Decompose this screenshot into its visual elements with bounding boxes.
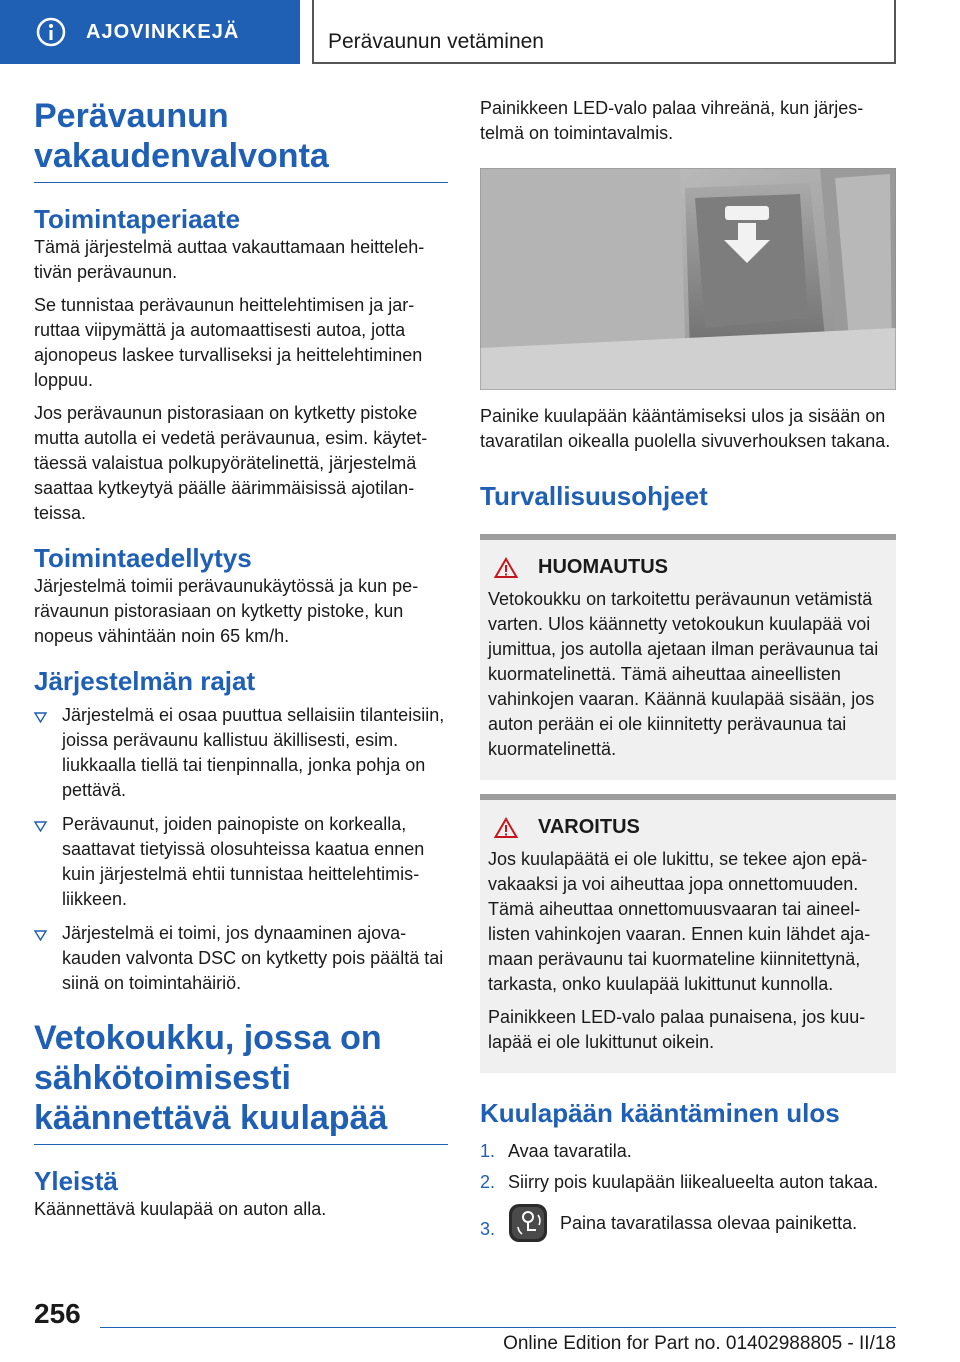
info-icon [36,17,66,47]
steps-list [480,1139,896,1243]
notice-box [480,534,896,780]
photo-caption: Painike kuulapään kääntämiseksi ulos ja sisään on tavaratilan oikealla puolella sivuverhouksen takana. [480,406,891,451]
step-text: Siirry pois kuulapään liikealueelta auton takaa. [508,1172,879,1192]
paragraph: Painikkeen LED-valo palaa vihreänä, kun järjestelmä on toimintavalmis. [480,98,864,143]
step-number: 2. [480,1172,496,1192]
paragraph: Käännettävä kuulapää on auton alla. [34,1199,327,1219]
list-item-text: Perävaunut, joiden painopiste on korkealla, saattavat tietyissä olosuhteissa kaatua ennen kuin järjestelmä ehtii tunnistaa heittelehtimisliikkeen. [62,814,425,909]
paragraph: Järjestelmä toimii perävaunukäytössä ja kun perävaunun pistorasiaan on kytketty pistoke, kun nopeus vähintään noin 65 km/h. [34,576,419,646]
heading-steps: Kuulapään kääntäminen ulos [480,1098,840,1128]
paragraph: Tämä järjestelmä auttaa vakauttamaan heittelehtivän perävaunun. [34,237,425,282]
left-column [34,96,448,1222]
footer-divider [100,1327,896,1328]
triangle-bullet-icon [34,930,47,941]
heading-principle: Toimintaperiaate [34,204,241,234]
notice-title: HUOMAUTUS [538,556,668,578]
paragraph: Jos perävaunun pistorasiaan on kytketty pistoke mutta autolla ei vedetä perävaunua, esim. käytettäessä valaistua polkupyörätelinettä, järjestelmä saattaa kytkeytyä päälle äärimmäisissä ajotilanteissa. [34,403,428,523]
page-topic-box [312,0,896,64]
step-number: 3. [480,1219,496,1239]
list-item [34,703,448,803]
warning-text: Painikkeen LED-valo palaa punaisena, jos kuulapää ei ole lukittunut oikein. [488,1007,866,1052]
section-label: AJOVINKKEJÄ [86,20,240,43]
heading-conditions: Toimintaedellytys [34,543,252,573]
list-item [34,812,448,912]
right-column [480,96,896,1243]
page-topic: Perävaunun vetäminen [328,30,544,53]
step-item [480,1203,896,1243]
notice-text: Vetokoukku on tarkoitettu perävaunun vetämistä varten. Ulos käännetty vetokoukun kuulapää voi jumittua, jos autolla ajetaan ilman perävaunua tai kuormatelinettä. Tämä aiheuttaa aineellisten vahinkojen vaaran. Käännä kuulapää sisään, jos auton perään ei ole kiinnitetty perävaunua tai kuormatelinettä. [488,589,879,759]
list-item-text: Järjestelmä ei osaa puuttua sellaisiin tilanteisiin, joissa perävaunu kallistuu äkillisesti, esim. liukkaalla tiellä tai tienpinnalla, jonka pohja on pettävä. [62,705,445,800]
trunk-button-photo [480,168,896,390]
section-title-towbar: Vetokoukku, jossa on sähkötoimisesti käännettävä kuulapää [34,1018,448,1145]
step-item [480,1139,896,1164]
edition-text: Online Edition for Part no. 01402988805 - II/18 [503,1333,896,1354]
heading-limits: Järjestelmän rajat [34,666,256,696]
page-number: 256 [34,1298,81,1329]
step-item [480,1170,896,1195]
towbar-button-icon [508,1203,548,1243]
triangle-bullet-icon [34,712,47,723]
warning-box [480,794,896,1073]
step-number: 1. [480,1141,496,1161]
limits-list [34,703,448,996]
list-item-text: Järjestelmä ei toimi, jos dynaaminen ajovakauden valvonta DSC on kytketty pois päältä tai siinä on toimintahäiriö. [62,923,444,993]
triangle-bullet-icon [34,821,47,832]
step-text: Avaa tavaratila. [508,1141,632,1161]
list-item [34,921,448,996]
warning-triangle-icon [494,557,518,579]
step-text: Paina tavaratilassa olevaa painiketta. [560,1212,858,1233]
section-tab[interactable] [0,0,300,64]
warning-triangle-icon [494,817,518,839]
warning-text: Jos kuulapäätä ei ole lukittu, se tekee ajon epävakaaksi ja voi aiheuttaa jopa onnettomuuden. Tämä aiheuttaa onnettomuusvaaran tai aineellisten vahinkojen vaaran. Ennen kuin lähdet ajamaan perävaunu tai kuormateline kiinnitettynä, tarkasta, onko kuulapää lukittunut kunnolla. [488,849,871,994]
paragraph: Se tunnistaa perävaunun heittelehtimisen ja jarruttaa viipymättä ja automaattisesti autoa, jotta ajonopeus laskee turvalliseksi ja heittelehtiminen loppuu. [34,295,423,390]
heading-safety: Turvallisuusohjeet [480,481,708,511]
heading-general: Yleistä [34,1166,118,1196]
warning-title: VAROITUS [538,816,640,838]
section-title-stability: Perävaunun vakaudenvalvonta [34,96,448,183]
